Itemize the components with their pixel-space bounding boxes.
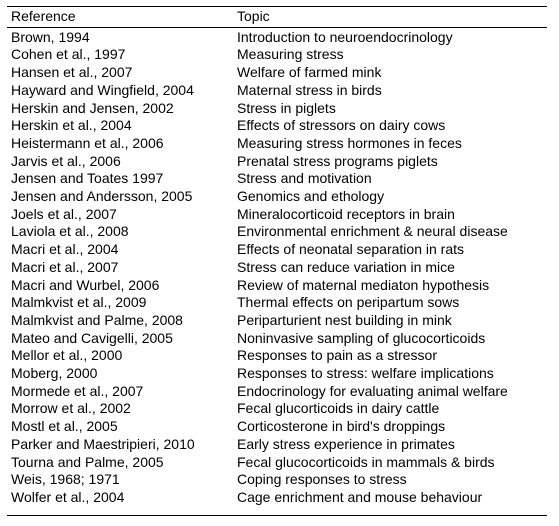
- reference-cell: Parker and Maestripieri, 2010: [11, 435, 195, 452]
- topic-cell: Genomics and ethology: [237, 188, 385, 205]
- table-row: [7, 400, 547, 418]
- reference-cell: Morrow et al., 2002: [11, 400, 131, 417]
- topic-cell: Prenatal stress programs piglets: [237, 152, 438, 169]
- reference-cell: Moberg, 2000: [11, 365, 98, 382]
- reference-cell: Malmkvist et al., 2009: [11, 294, 147, 311]
- reference-cell: Tourna and Palme, 2005: [11, 453, 164, 470]
- topic-cell: Stress can reduce variation in mice: [237, 258, 455, 275]
- topic-cell: Stress and motivation: [237, 170, 372, 187]
- reference-cell: Herskin and Jensen, 2002: [11, 99, 174, 116]
- topic-cell: Corticosterone in bird's droppings: [237, 418, 446, 435]
- table-row: [7, 117, 547, 135]
- table-row: [7, 436, 547, 454]
- reference-cell: Mormede et al., 2007: [11, 382, 144, 399]
- topic-cell: Fecal glucorticoids in dairy cattle: [237, 400, 440, 417]
- topic-cell: Effects of neonatal separation in rats: [237, 241, 464, 258]
- table-row: [7, 294, 547, 312]
- reference-cell: Malmkvist and Palme, 2008: [11, 311, 183, 328]
- table-row: [7, 347, 547, 365]
- reference-cell: Wolfer et al., 2004: [11, 488, 125, 505]
- reference-cell: Laviola et al., 2008: [11, 223, 129, 240]
- topic-cell: Early stress experience in primates: [237, 435, 455, 452]
- table-row: [7, 365, 547, 383]
- topic-cell: Stress in piglets: [237, 99, 336, 116]
- topic-cell: Effects of stressors on dairy cows: [237, 117, 446, 134]
- topic-cell: Thermal effects on peripartum sows: [237, 294, 460, 311]
- table-row: [7, 46, 547, 64]
- table-row: [7, 489, 547, 515]
- topic-cell: Environmental enrichment & neural disease: [237, 223, 508, 240]
- table-row: [7, 454, 547, 472]
- topic-cell: Fecal glucocorticoids in mammals & birds: [237, 453, 495, 470]
- reference-cell: Joels et al., 2007: [11, 205, 117, 222]
- topic-cell: Measuring stress: [237, 46, 344, 63]
- table-row: [7, 330, 547, 348]
- reference-cell: Mellor et al., 2000: [11, 347, 123, 364]
- table-row: [7, 206, 547, 224]
- reference-cell: Macri et al., 2007: [11, 258, 119, 275]
- table-row: [7, 64, 547, 82]
- table-row: [7, 188, 547, 206]
- reference-cell: Jensen and Andersson, 2005: [11, 188, 193, 205]
- table-row: [7, 27, 547, 46]
- topic-cell: Measuring stress hormones in feces: [237, 134, 462, 151]
- table-row: [7, 153, 547, 171]
- table-row: [7, 471, 547, 489]
- reference-cell: Cohen et al., 1997: [11, 46, 126, 63]
- topic-cell: Review of maternal mediaton hypothesis: [237, 276, 490, 293]
- table-body: [7, 27, 547, 515]
- reference-cell: Weis, 1968; 1971: [11, 471, 120, 488]
- reference-cell: Jensen and Toates 1997: [11, 170, 164, 187]
- reference-cell: Macri and Wurbel, 2006: [11, 276, 160, 293]
- table-row: [7, 170, 547, 188]
- table-row: [7, 418, 547, 436]
- table-row: [7, 259, 547, 277]
- reference-cell: Hayward and Wingfield, 2004: [11, 81, 194, 98]
- topic-cell: Introduction to neuroendocrinology: [237, 28, 453, 45]
- reference-cell: Herskin et al., 2004: [11, 117, 132, 134]
- table-row: [7, 223, 547, 241]
- reference-cell: Hansen et al., 2007: [11, 64, 133, 81]
- header-row: [7, 7, 547, 28]
- topic-cell: Responses to stress: welfare implications: [237, 365, 494, 382]
- topic-cell: Noninvasive sampling of glucocorticoids: [237, 329, 486, 346]
- topic-cell: Welfare of farmed mink: [237, 64, 382, 81]
- topic-cell: Periparturient nest building in mink: [237, 311, 452, 328]
- topic-cell: Responses to pain as a stressor: [237, 347, 437, 364]
- reference-cell: Mostl et al., 2005: [11, 418, 118, 435]
- topic-cell: Coping responses to stress: [237, 471, 407, 488]
- topic-cell: Endocrinology for evaluating animal welfare: [237, 382, 508, 399]
- topic-cell: Mineralocorticoid receptors in brain: [237, 205, 455, 222]
- reference-cell: Brown, 1994: [11, 28, 90, 45]
- table-row: [7, 100, 547, 118]
- reference-cell: Heistermann et al., 2006: [11, 134, 164, 151]
- reference-table: [7, 6, 547, 516]
- table-row: [7, 312, 547, 330]
- reference-cell: Mateo and Cavigelli, 2005: [11, 329, 173, 346]
- table-row: [7, 277, 547, 295]
- topic-cell: Maternal stress in birds: [237, 81, 382, 98]
- header-topic: Topic: [237, 8, 270, 24]
- table-row: [7, 383, 547, 401]
- table-row: [7, 241, 547, 259]
- reference-cell: Macri et al., 2004: [11, 241, 119, 258]
- header-reference: Reference: [11, 8, 76, 24]
- table-header: [7, 7, 547, 28]
- topic-cell: Cage enrichment and mouse behaviour: [237, 488, 483, 505]
- table-row: [7, 135, 547, 153]
- table-row: [7, 82, 547, 100]
- reference-cell: Jarvis et al., 2006: [11, 152, 121, 169]
